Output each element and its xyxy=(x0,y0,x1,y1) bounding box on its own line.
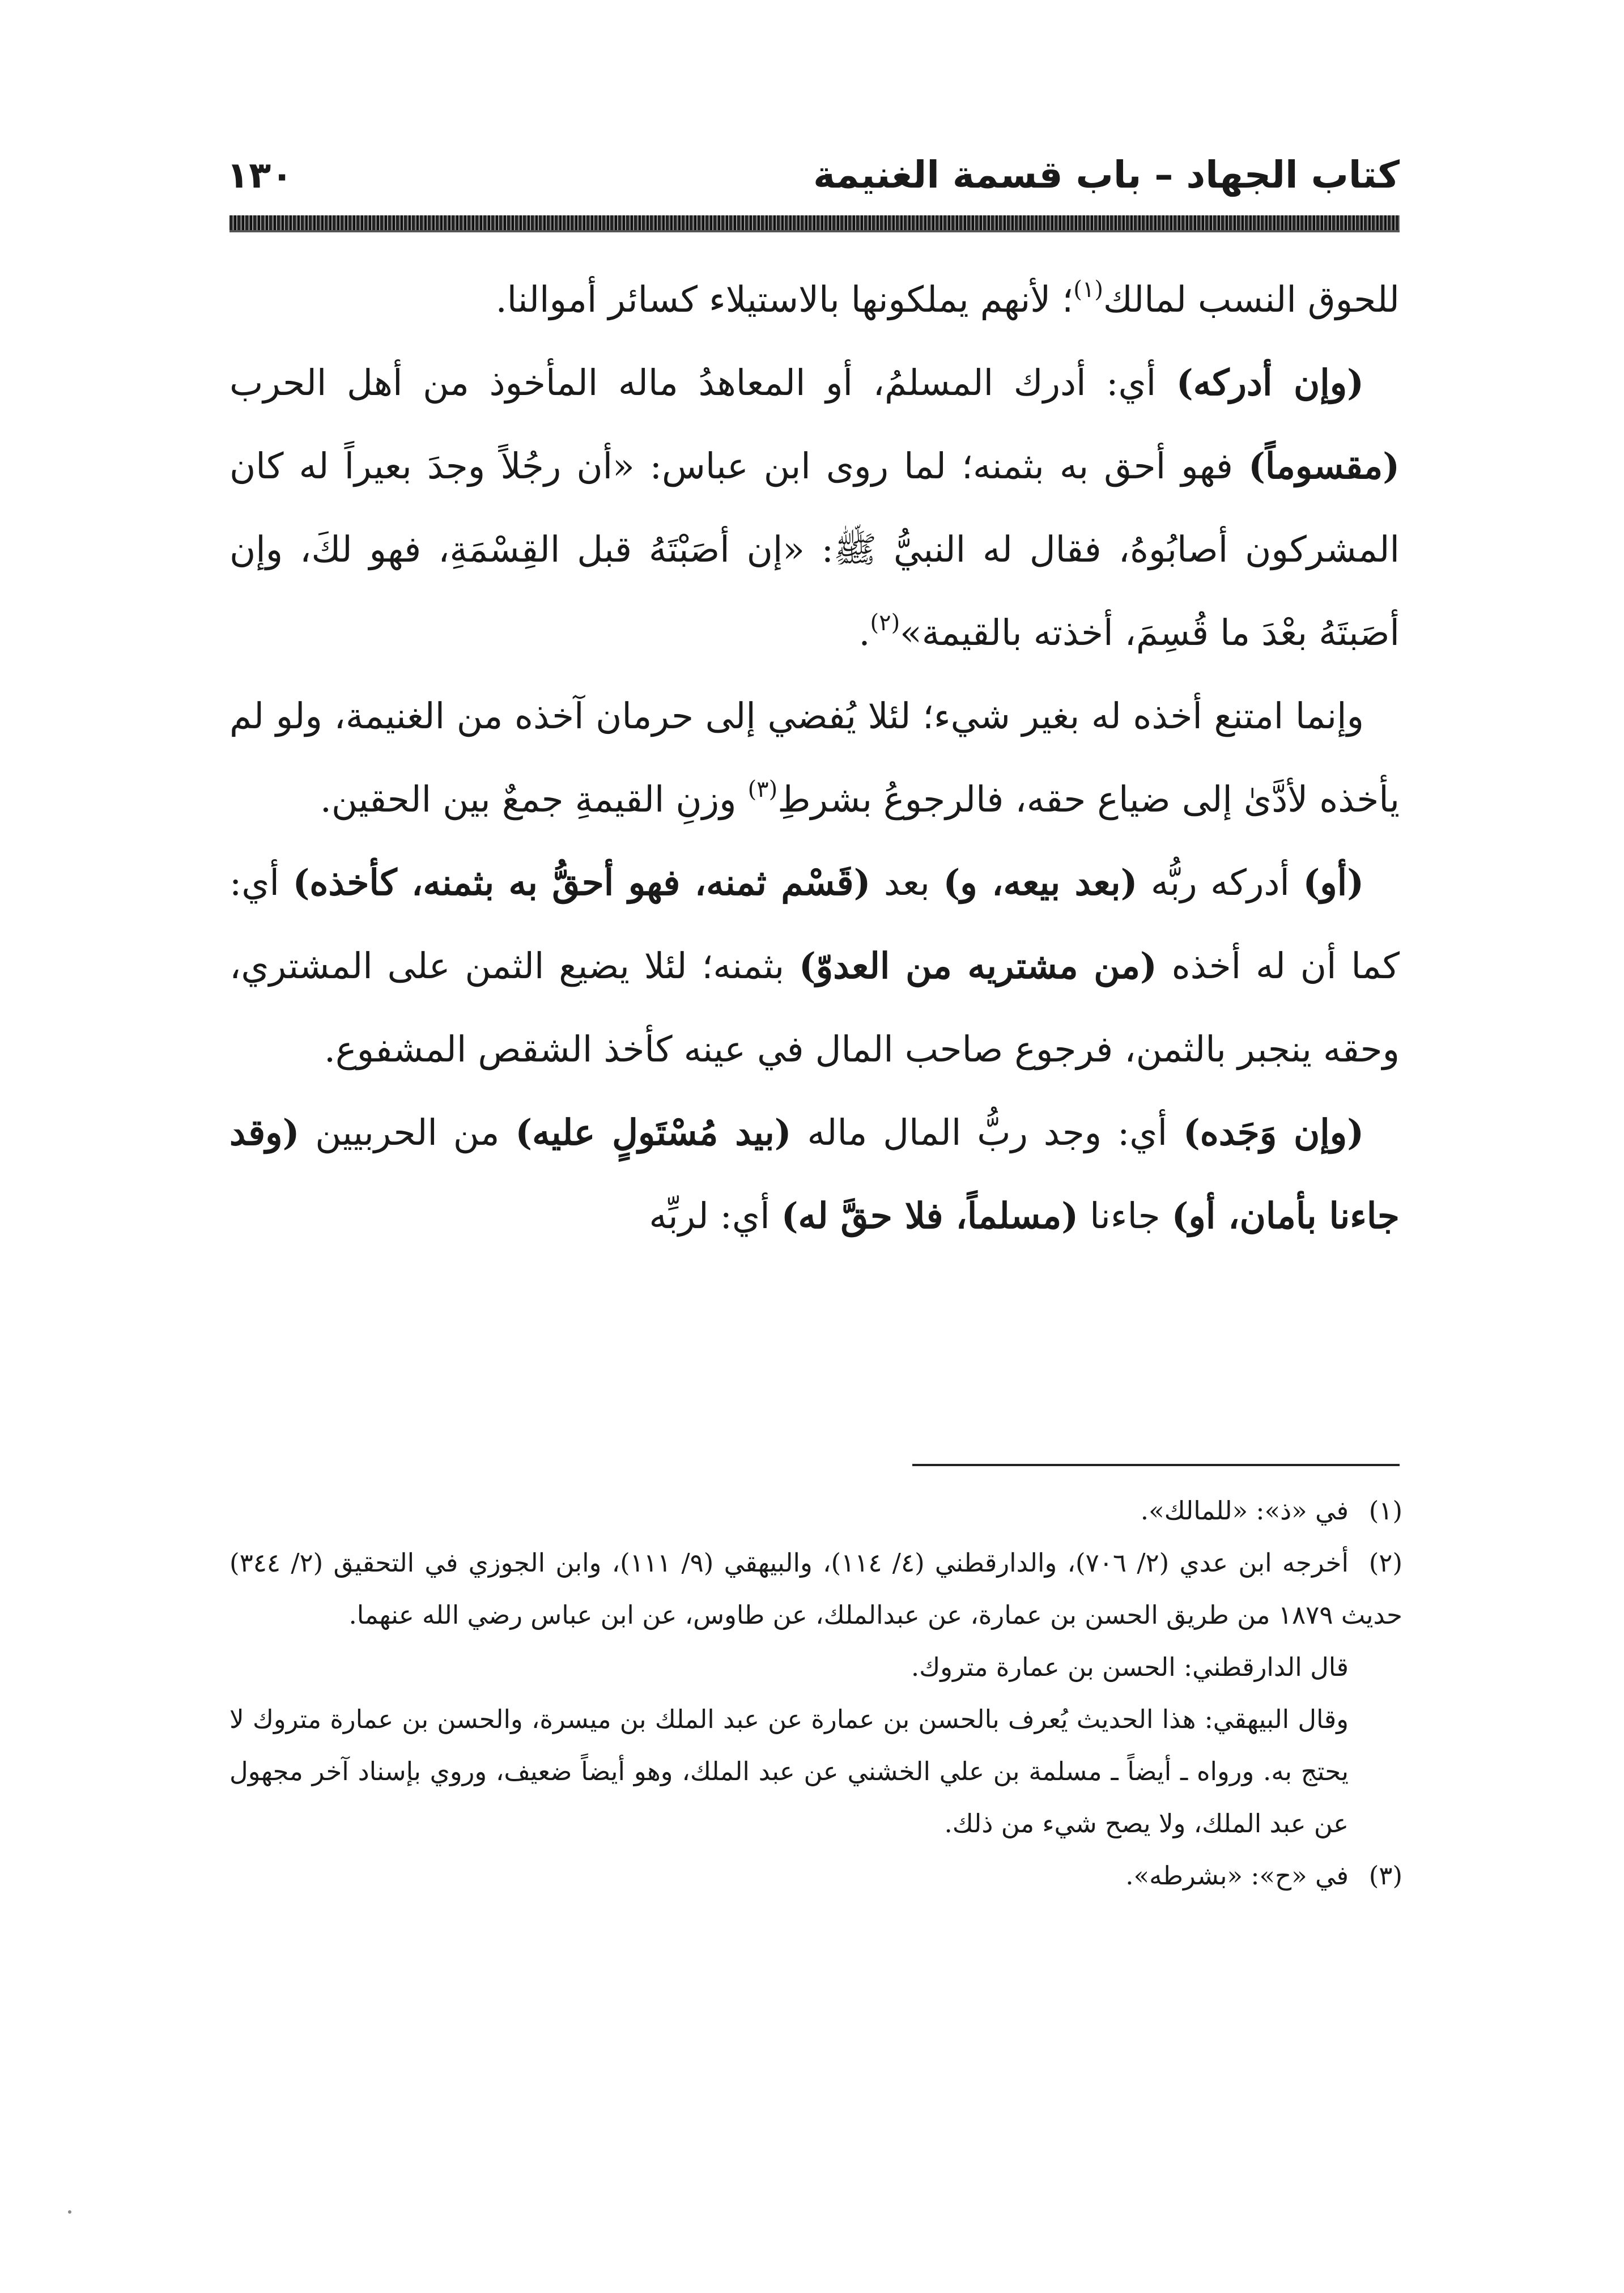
paragraph-1: للحوق النسب لمالك$^{(١)}$؛ لأنهم يملكونها بالاستيلاء كسائر أموالنا. xyxy=(495,277,1400,320)
footnote-2-note-b: وقال البيهقي: هذا الحديث يُعرف بالحسن بن عمارة عن عبد الملك بن ميسرة، والحسن بن عمارة متروك لا يحتج به. ورواه ـ أيضاً ـ مسلمة بن علي الخشني عن عبد الملك، وهو أيضاً ضعيف، وروي بإسناد آخر مجهول عن عبد الملك، ولا يصح شيء من ذلك. xyxy=(229,1704,1349,1838)
paragraph-4: (أو) أدركه ربُّه (بعد بيعه، و) بعد (قَسْم ثمنه، فهو أحقُّ به بثمنه، كأخذه) أي: كما أن له أخذه (من مشتريه من العدوّ) بثمنه؛ لئلا يضيع الثمن على المشتري، وحقه ينجبر بالثمن، فرجوع صاحب المال في عينه كأخذ الشقص المشفوع. xyxy=(229,861,1400,1070)
footnote-ref-1: (١) xyxy=(1073,277,1103,303)
page-number: ١٣٠ xyxy=(227,155,294,197)
chapter-title: كتاب الجهاد – باب قسمة الغنيمة xyxy=(813,153,1400,197)
header-rule xyxy=(229,215,1400,230)
paragraph-2: (وإن أدركه) أي: أدرك المسلمُ، أو المعاهدُ ماله المأخوذ من أهل الحرب (مقسوماً) فهو أحق به بثمنه؛ لما روى ابن عباس: «أن رجُلاً وجدَ بعيراً له كان المشركون أصابُوهُ، فقال له النبيُّ ﷺ: «إن أصَبْتَهُ قبل القِسْمَةِ، فهو لكَ، وإن أصَبتَهُ بعْدَ ما قُسِمَ، أخذته بالقيمة»$^{(٢)}$. xyxy=(229,362,1400,653)
header-rule-line xyxy=(229,230,1400,232)
footnote-2: (٢)أخرجه ابن عدي (٢/ ٧٠٦)، والدارقطني (٤/ ١١٤)، والبيهقي (٩/ ١١١)، وابن الجوزي في التحقيق (٢/ ٣٤٤) حديث ١٨٧٩ من طريق الحسن بن عمارة، عن عبدالملك، عن طاوس، عن ابن عباس رضي الله عنهما. xyxy=(229,1548,1402,1630)
footnote-1: (١)في «ذ»: «للمالك». xyxy=(1140,1496,1402,1526)
scan-speck xyxy=(68,2210,71,2214)
footnote-3: (٣)في «ح»: «بشرطه». xyxy=(1125,1861,1402,1891)
footnote-ref-3: (٣) xyxy=(747,776,778,802)
footnote-2-note-a: قال الدارقطني: الحسن بن عمارة متروك. xyxy=(911,1652,1349,1682)
paragraph-5: (وإن وَجَده) أي: وجد ربُّ المال ماله (بيد مُسْتَولٍ عليه) من الحربيين (وقد جاءنا بأمان، أو) جاءنا (مسلماً، فلا حقَّ له) أي: لربِّه xyxy=(229,1111,1400,1237)
paragraph-3: وإنما امتنع أخذه له بغير شيء؛ لئلا يُفضي إلى حرمان آخذه من الغنيمة، ولو لم يأخذه لأدَّىٰ إلى ضياع حقه، فالرجوعُ بشرطِ$^{(٣)}$ وزنِ القيمةِ جمعٌ بين الحقين. xyxy=(229,695,1400,820)
footnotes xyxy=(229,1485,1402,1902)
footnote-separator xyxy=(912,1464,1400,1466)
running-header xyxy=(227,145,1400,207)
main-text xyxy=(229,258,1400,1258)
footnote-ref-2: (٢) xyxy=(870,610,900,636)
